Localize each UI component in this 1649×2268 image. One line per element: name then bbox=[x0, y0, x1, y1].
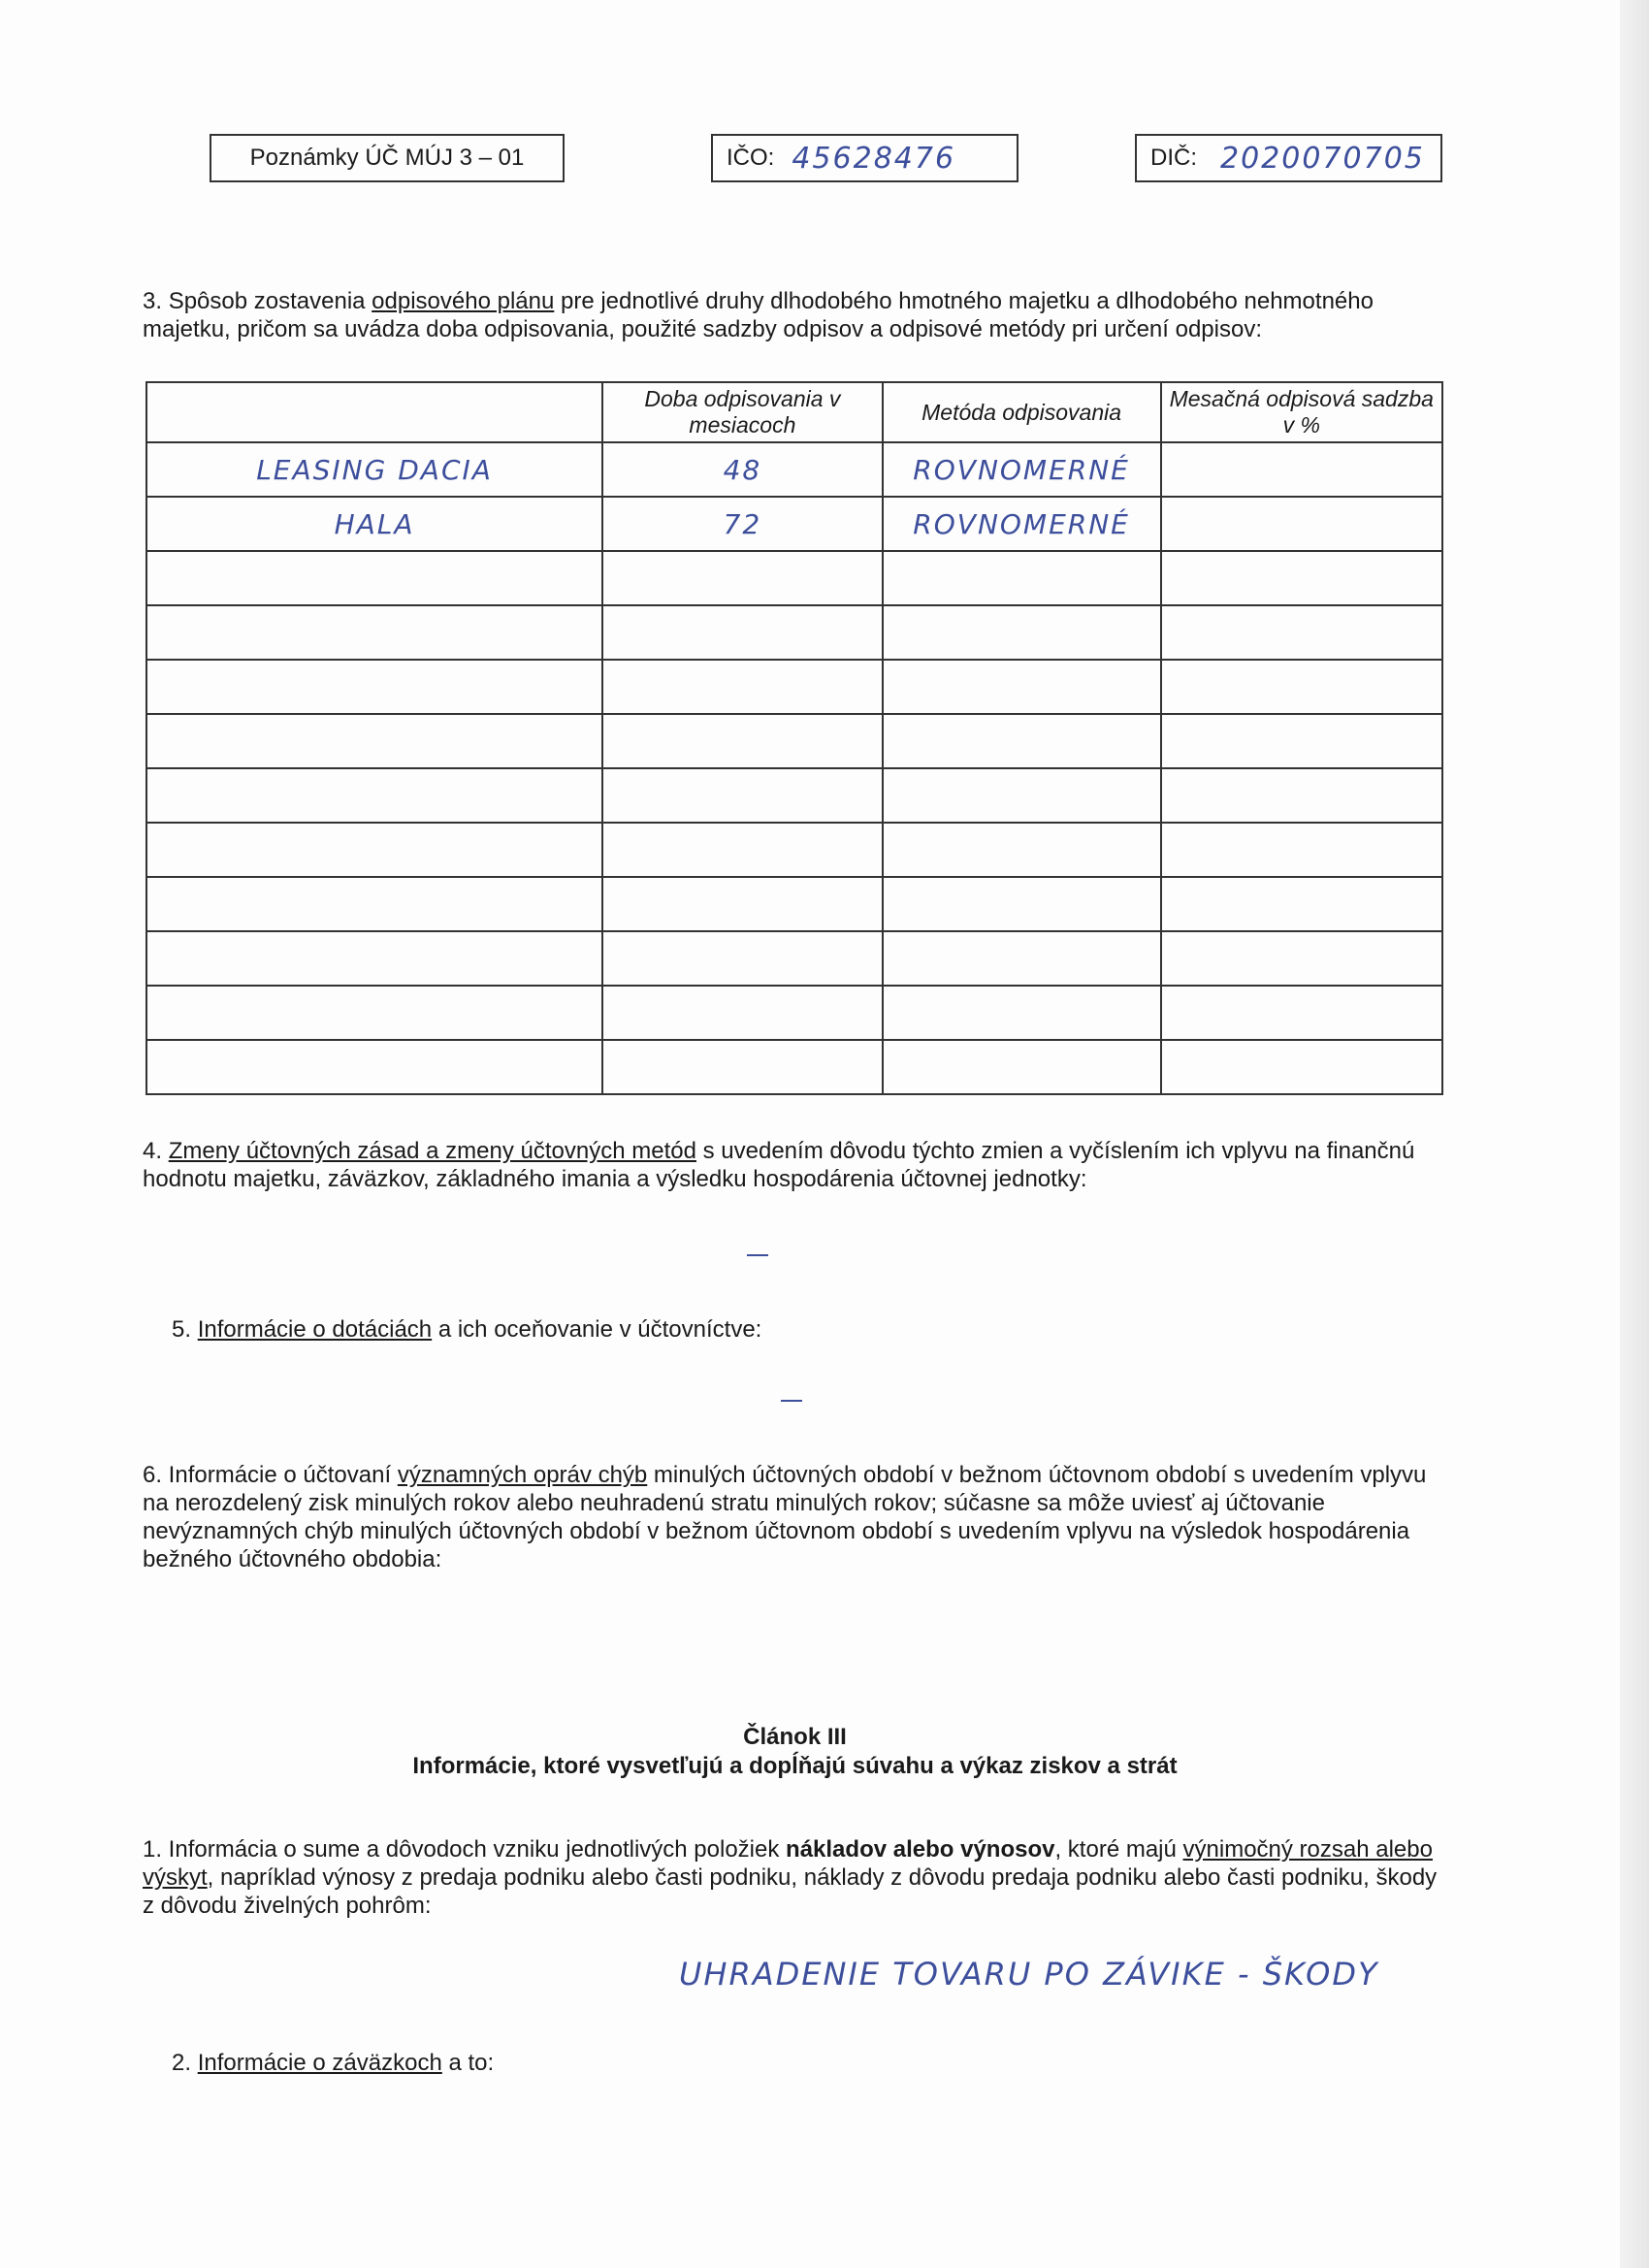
table-cell bbox=[602, 931, 883, 986]
odpisovy-plan-link: odpisového plánu bbox=[372, 288, 555, 314]
table-cell bbox=[146, 1040, 602, 1094]
table-cell bbox=[602, 986, 883, 1040]
table-cell bbox=[602, 877, 883, 931]
table-cell bbox=[146, 605, 602, 660]
table-cell bbox=[1161, 442, 1443, 497]
table-row bbox=[146, 714, 1442, 768]
table-cell: ROVNOMERNÉ bbox=[883, 442, 1161, 497]
table-cell bbox=[146, 551, 602, 605]
table-cell bbox=[602, 714, 883, 768]
column-header bbox=[146, 382, 602, 442]
table-row bbox=[146, 497, 1442, 551]
article-title: Článok III bbox=[743, 1724, 847, 1750]
table-cell bbox=[602, 823, 883, 877]
column-header: Mesačná odpisová sadzba v % bbox=[1161, 382, 1443, 442]
table-cell bbox=[883, 931, 1161, 986]
table-cell bbox=[1161, 986, 1443, 1040]
item-1-text: 1. Informácia o sume a dôvodoch vzniku jednotlivých položiek nákladov alebo výnosov, ktoré majú výnimočný rozsah alebo výskyt, napríklad výnosy z predaja podniku alebo časti podniku, náklady z dôvodu predaja podniku alebo časti podniku, škody z dôvodu živelných pohrôm: bbox=[143, 1836, 1438, 1919]
table-cell bbox=[1161, 551, 1443, 605]
table-cell: 48 bbox=[602, 442, 883, 497]
table-cell bbox=[146, 986, 602, 1040]
table-cell bbox=[146, 877, 602, 931]
table-cell bbox=[883, 986, 1161, 1040]
table-cell bbox=[1161, 877, 1443, 931]
section-5-text: 5. Informácie o dotáciách a ich oceňovanie v účtovníctve: bbox=[172, 1316, 762, 1343]
section-4-answer-dash bbox=[747, 1254, 768, 1256]
item-1-answer: UHRADENIE TOVARU PO ZÁVIKE - ŠKODY bbox=[679, 1956, 1379, 1993]
item-2-text: 2. Informácie o záväzkoch a to: bbox=[172, 2050, 495, 2076]
table-cell bbox=[1161, 768, 1443, 823]
section-3-text: 3. Spôsob zostavenia odpisového plánu pre jednotlivé druhy dlhodobého hmotného majetku a dlhodobého nehmotného majetku, pričom sa uvádza doba odpisovania, použité sadzby odpisov a odpisové metódy pri určení odpisov: bbox=[143, 288, 1374, 342]
ico-box bbox=[711, 134, 1018, 182]
table-cell bbox=[1161, 605, 1443, 660]
table-cell bbox=[146, 823, 602, 877]
column-header: Metóda odpisovania bbox=[883, 382, 1161, 442]
table-cell bbox=[602, 768, 883, 823]
form-label: Poznámky ÚČ MÚJ 3 – 01 bbox=[249, 145, 525, 171]
table-cell bbox=[883, 605, 1161, 660]
table-cell bbox=[883, 823, 1161, 877]
table-row bbox=[146, 551, 1442, 605]
table-cell: LEASING DACIA bbox=[146, 442, 602, 497]
table-row bbox=[146, 768, 1442, 823]
depreciation-table bbox=[146, 381, 1443, 1095]
table-cell bbox=[146, 931, 602, 986]
table-cell bbox=[1161, 714, 1443, 768]
article-subtitle: Informácie, ktoré vysvetľujú a dopĺňajú súvahu a výkaz ziskov a strát bbox=[412, 1753, 1178, 1779]
dic-label: DIČ: bbox=[1150, 145, 1197, 171]
section-4-text: 4. Zmeny účtovných zásad a zmeny účtovných metód s uvedením dôvodu týchto zmien a vyčíslením ich vplyvu na finančnú hodnotu majetku, záväzkov, základného imania a výsledku hospodárenia účtovnej jednotky: bbox=[143, 1138, 1415, 1192]
table-row bbox=[146, 660, 1442, 714]
table-cell bbox=[883, 714, 1161, 768]
column-header: Doba odpisovania v mesiacoch bbox=[602, 382, 883, 442]
table-row bbox=[146, 931, 1442, 986]
table-cell bbox=[1161, 497, 1443, 551]
table-cell bbox=[602, 605, 883, 660]
table-cell bbox=[1161, 660, 1443, 714]
section-5-answer-dash bbox=[781, 1400, 802, 1402]
table-cell: ROVNOMERNÉ bbox=[883, 497, 1161, 551]
table-cell bbox=[602, 660, 883, 714]
table-cell bbox=[1161, 823, 1443, 877]
table-cell bbox=[883, 877, 1161, 931]
table-cell bbox=[1161, 931, 1443, 986]
table-cell bbox=[883, 768, 1161, 823]
table-cell bbox=[602, 1040, 883, 1094]
table-row bbox=[146, 877, 1442, 931]
table-cell bbox=[883, 551, 1161, 605]
table-row bbox=[146, 986, 1442, 1040]
ico-label: IČO: bbox=[727, 145, 775, 171]
dic-box bbox=[1135, 134, 1442, 182]
table-cell bbox=[146, 768, 602, 823]
table-cell: 72 bbox=[602, 497, 883, 551]
form-label-box bbox=[210, 134, 565, 182]
table-cell bbox=[883, 1040, 1161, 1094]
ico-value: 45628476 bbox=[792, 141, 956, 176]
table-cell bbox=[146, 660, 602, 714]
scan-edge bbox=[1620, 0, 1649, 2268]
table-cell bbox=[883, 660, 1161, 714]
table-cell bbox=[1161, 1040, 1443, 1094]
section-6-text: 6. Informácie o účtovaní významných opráv chýb minulých účtovných období v bežnom účtovnom období s uvedením vplyvu na nerozdelený zisk minulých rokov alebo neuhradenú stratu minulých rokov; súčasne sa môže uviesť aj účtovanie nevýznamných chýb minulých účtovných období v bežnom účtovnom období s uvedením vplyvu na výsledok hospodárenia bežného účtovného obdobia: bbox=[143, 1462, 1427, 1572]
table-row bbox=[146, 1040, 1442, 1094]
table-row bbox=[146, 823, 1442, 877]
table-cell bbox=[602, 551, 883, 605]
dic-value: 2020070705 bbox=[1220, 141, 1425, 176]
table-cell: HALA bbox=[146, 497, 602, 551]
table-row bbox=[146, 605, 1442, 660]
table-cell bbox=[146, 714, 602, 768]
table-row bbox=[146, 442, 1442, 497]
